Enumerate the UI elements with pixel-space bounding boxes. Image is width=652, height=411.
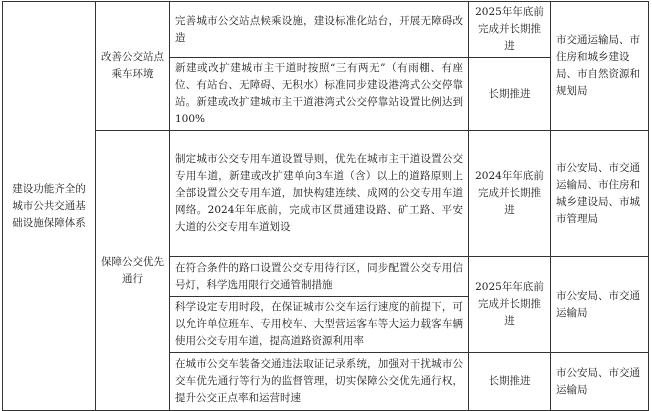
time-cell: 2024年年底前完成并长期推进 — [469, 131, 551, 257]
time-cell: 2025年年底前完成并长期推进 — [469, 257, 551, 353]
measure-cell: 改善公交站点乘车环境 — [96, 2, 170, 131]
measure-cell: 保障公交优先通行 — [96, 131, 170, 411]
dept-cell: 市交通运输局、市住房和城乡建设局、市自然资源和规划局 — [551, 2, 649, 131]
table-row — [3, 2, 649, 58]
content-cell: 在符合条件的路口设置公交专用待行区，同步配置公交专用信号灯，科学选用限行交通管制措施 — [170, 257, 469, 297]
time-cell: 长期推进 — [469, 58, 551, 131]
policy-table — [2, 1, 649, 411]
content-cell: 在城市公交车装备交通违法取证记录系统，加强对干扰城市公交车优先通行等行为的监督管理，切实保障公交优先通行权，提升公交正点率和运营时速 — [170, 353, 469, 411]
dept-cell: 市公安局、市交通运输局 — [551, 257, 649, 353]
dept-cell: 市公安局、市交通运输局、市住房和城乡建设局、市城市管理局 — [551, 131, 649, 257]
content-cell: 完善城市公交站点候乘设施，建设标准化站台，开展无障碍改造 — [170, 2, 469, 58]
content-cell: 新建或改扩建城市主干道时按照“三有两无”（有雨棚、有座位、有站台、无障碍、无积水）标准同步建设港湾式公交停靠站。新建或改扩建城市主干道港湾式公交停靠站设置比例达到100% — [170, 58, 469, 131]
dept-cell: 市公安局、市交通运输局 — [551, 353, 649, 411]
content-cell: 科学设定专用时段，在保证城市公交车运行速度的前提下，可以允许单位班车、专用校车、大型营运客车等大运力载客车辆使用公交专用车道，提高道路资源利用率 — [170, 297, 469, 353]
table-row — [3, 131, 649, 257]
time-cell: 长期推进 — [469, 353, 551, 411]
system-cell: 建设功能齐全的城市公共交通基础设施保障体系 — [3, 2, 96, 411]
content-cell: 制定城市公交专用车道设置导则，优先在城市主干道设置公交专用车道，新建或改扩建单向3车道（含）以上的道路原则上全部设置公交专用车道，加快构建连续、成网的公交专用车道网络。2024年年底前，完成市区贯通建设路、矿工路、平安大道的公交专用车道划设 — [170, 131, 469, 257]
time-cell: 2025年年底前完成并长期推进 — [469, 2, 551, 58]
